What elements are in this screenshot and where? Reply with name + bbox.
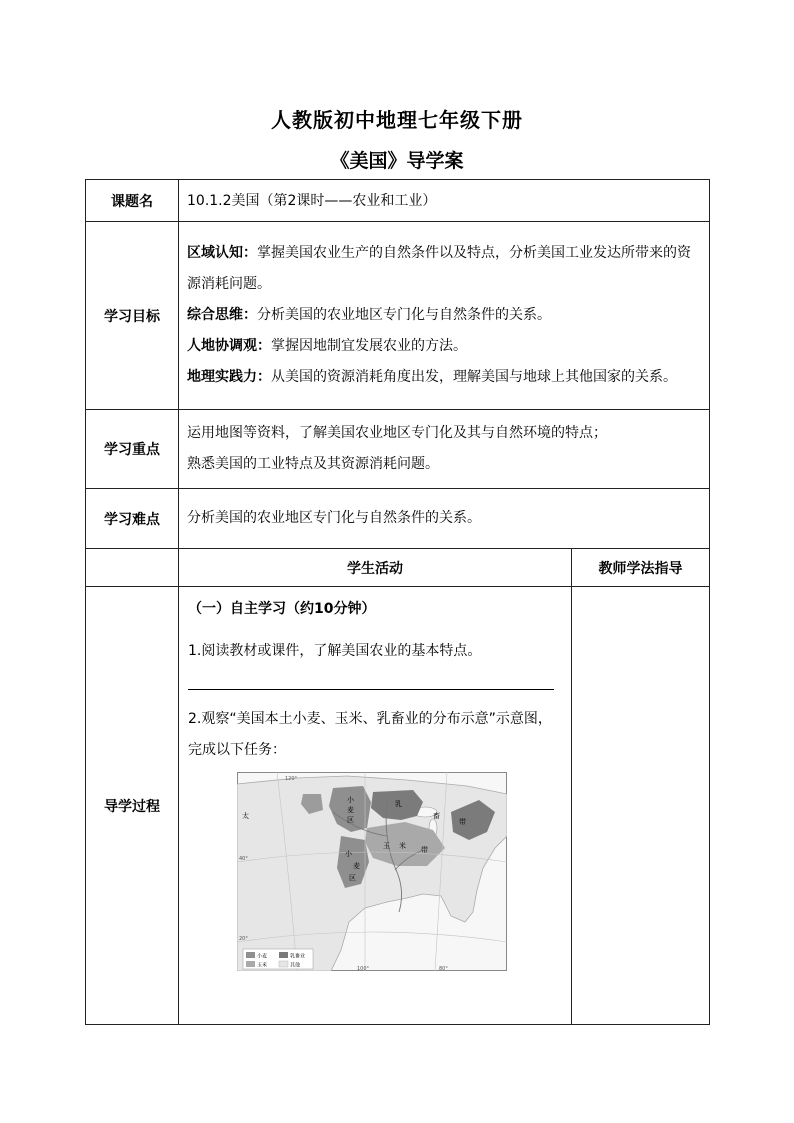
goal-head-4: 地理实践力： bbox=[187, 369, 271, 385]
goals-label: 学习目标 bbox=[86, 222, 179, 410]
belt-label: 米 bbox=[399, 842, 406, 850]
goal-head-1: 区域认知： bbox=[187, 245, 257, 261]
row-difficulty bbox=[86, 489, 710, 549]
belt-label: 玉 bbox=[383, 842, 390, 850]
lon-label: 80° bbox=[439, 966, 448, 971]
lon-label: 120° bbox=[285, 776, 298, 782]
lat-label: 40° bbox=[239, 856, 248, 862]
belt-label: 区 bbox=[349, 874, 356, 882]
legend-swatch-dairy bbox=[279, 952, 288, 958]
row-topic bbox=[86, 180, 710, 222]
topic-label: 课题名 bbox=[86, 180, 179, 222]
belt-label: 乳 bbox=[395, 800, 402, 808]
focus-label: 学习重点 bbox=[86, 410, 179, 489]
goal-text-3: 掌握因地制宜发展农业的方法。 bbox=[271, 338, 467, 354]
lesson-plan-table bbox=[85, 179, 710, 1025]
task-2: 2.观察“美国本土小麦、玉米、乳畜业的分布示意”示意图，完成以下任务： bbox=[188, 711, 552, 758]
activity-header: 学生活动 bbox=[179, 549, 572, 587]
lat-label: 20° bbox=[239, 936, 248, 942]
legend-label: 乳畜业 bbox=[290, 953, 306, 960]
row-goals bbox=[86, 222, 710, 410]
goal-head-3: 人地协调观： bbox=[187, 338, 271, 354]
section-heading: （一）自主学习（约10分钟） bbox=[188, 601, 376, 617]
guide-header: 教师学法指导 bbox=[572, 549, 710, 587]
focus-line-1: 运用地图等资料，了解美国农业地区专门化及其与自然环境的特点； bbox=[187, 425, 607, 441]
belt-label: 畜 bbox=[433, 812, 440, 820]
legend-label: 小麦 bbox=[257, 953, 268, 960]
goal-head-2: 综合思维： bbox=[187, 307, 257, 323]
task-1: 1.阅读教材或课件，了解美国农业的基本特点。 bbox=[188, 643, 482, 659]
focus-line-2: 熟悉美国的工业特点及其资源消耗问题。 bbox=[187, 456, 439, 472]
document-title: 人教版初中地理七年级下册 bbox=[271, 108, 523, 132]
document-subtitle: 《美国》导学案 bbox=[330, 150, 464, 172]
row-header bbox=[86, 549, 710, 587]
belt-label: 小 bbox=[345, 850, 352, 858]
difficulty-value: 分析美国的农业地区专门化与自然条件的关系。 bbox=[179, 489, 710, 549]
answer-line bbox=[188, 689, 554, 690]
goal-text-1: 掌握美国农业生产的自然条件以及特点，分析美国工业发达所带来的资源消耗问题。 bbox=[187, 245, 691, 292]
legend-swatch-wheat bbox=[246, 952, 255, 958]
guide-cell bbox=[572, 587, 710, 1025]
process-activity bbox=[179, 587, 572, 1025]
belt-label: 麦 bbox=[347, 806, 354, 814]
difficulty-label: 学习难点 bbox=[86, 489, 179, 549]
ocean-label: 太 bbox=[242, 812, 249, 820]
belt-label: 带 bbox=[459, 818, 466, 826]
row-process bbox=[86, 587, 710, 1025]
goal-text-2: 分析美国的农业地区专门化与自然条件的关系。 bbox=[257, 307, 551, 323]
goals-content bbox=[179, 222, 710, 410]
lon-label: 100° bbox=[357, 966, 370, 971]
legend-label: 其他 bbox=[290, 962, 301, 969]
focus-content bbox=[179, 410, 710, 489]
header-empty-cell bbox=[86, 549, 179, 587]
legend-swatch-corn bbox=[246, 961, 255, 967]
us-agriculture-map bbox=[237, 772, 507, 971]
belt-label: 区 bbox=[347, 816, 354, 824]
belt-label: 小 bbox=[347, 796, 354, 804]
process-label: 导学过程 bbox=[86, 587, 179, 1025]
belt-label: 麦 bbox=[353, 862, 360, 870]
legend-label: 玉米 bbox=[257, 962, 268, 969]
legend-swatch-other bbox=[279, 961, 288, 967]
row-focus bbox=[86, 410, 710, 489]
belt-label: 带 bbox=[421, 846, 428, 854]
topic-value: 10.1.2美国（第2课时——农业和工业） bbox=[179, 180, 710, 222]
goal-text-4: 从美国的资源消耗角度出发，理解美国与地球上其他国家的关系。 bbox=[271, 369, 677, 385]
